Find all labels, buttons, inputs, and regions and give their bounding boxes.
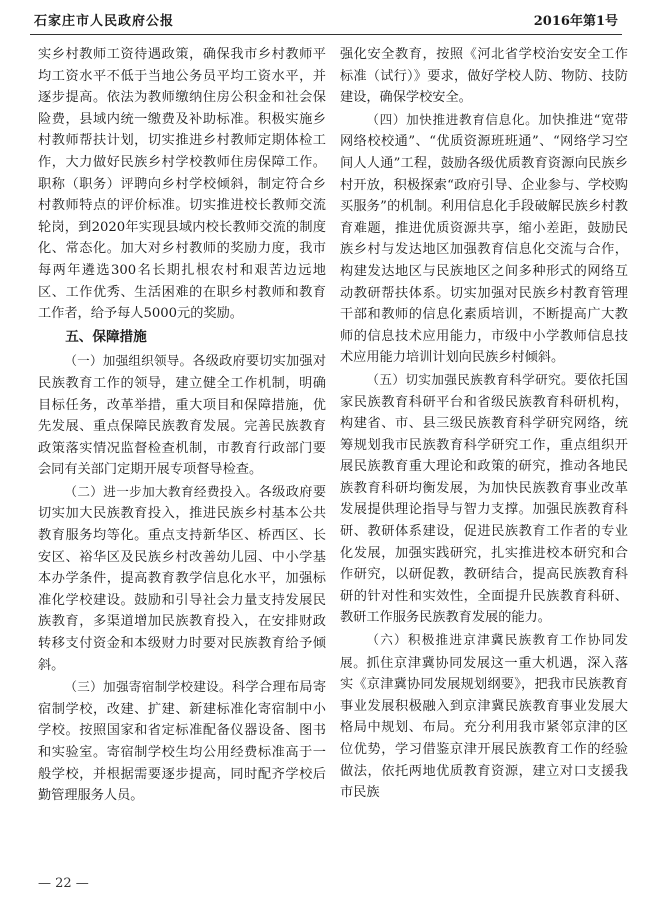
subsection-text: 要依托国家民族教育科研平台和省级民族教育科研机构，构建省、市、县三级民族教育科学研究网络，统筹规划我市民族教育科学研究工作，重点组织开展民族教育重大理论和政策的研究，推动各地民族教育科研均衡发展，为加快民族教育事业改革发展提供理论指导与智力支撑。加强民族教育科研、教研体系建设，促进民族教育工作者的专业化发展，加强实践研究，扎实推进校本研究和合作研究，以研促教，教研结合，提高民族教育科研的针对性和实效性，全面提升民族教育科研、教研工作服务民族教育发展的能力。 <box>340 372 629 626</box>
body-paragraph: 实乡村教师工资待遇政策，确保我市乡村教师平均工资水平不低于当地公务员平均工资水平，并逐步提高。依法为教师缴纳住房公积金和社会保险费，县域内统一缴费及补助标准。积极实施乡村教师帮扶计划，切实推进乡村教师定期体检工作，大力做好民族乡村学校教师住房保障工作。职称（职务）评聘向乡村学校倾斜，制定符合乡村教师特点的评价标准。切实推进校长教师交流轮岗，到2020年实现县域内校长教师交流的制度化、常态化。加大对乡村教师的奖励力度，我市每两年遴选300名长期扎根农村和艰苦边远地区、工作优秀、生活困难的在职乡村教师和教育工作者，给予每人5000元的奖励。 <box>38 47 326 322</box>
subsection-title: （五）切实加强民族教育科学研究。 <box>366 371 575 387</box>
publication-title: 石家庄市人民政府公报 <box>34 14 175 29</box>
subsection-title: （一）加强组织领导。 <box>64 353 193 369</box>
section-heading: 五、保障措施 <box>65 328 147 345</box>
subsection-text: 各级政府要切实加强对民族教育工作的领导，建立健全工作机制，明确目标任务，改革举措，重大项目和保障措施，优先发展、重点保障民族教育发展。完善民族教育政策落实情况监督检查机制，市教育行政部门要会同有关部门定期开展专项督导检查。 <box>38 354 327 478</box>
issue-number: 2016年第1号 <box>533 14 618 29</box>
subsection-title: （六）积极推进京津冀民族教育工作协同发展。 <box>340 632 628 670</box>
page-number: — 22 — <box>38 876 89 891</box>
body-paragraph <box>340 109 628 369</box>
body-paragraph <box>38 350 326 481</box>
subsection-text: 科学合理布局寄宿制学校，改建、扩建、新建标准化寄宿制中小学校。按照国家和省定标准配备仪器设备、图书和实验室。寄宿制学校生均公用经费标准高于一般学校，并根据需要逐步提高，同时配齐学校后勤管理服务人员。 <box>38 680 327 804</box>
subsection-text: 加快推进“宽带网络校校通”、“优质资源班班通”、“网络学习空间人人通”工程，鼓励各级优质教育资源向民族乡村开放，积极探索“政府引导、企业参与、学校购买服务”的机制。利用信息化手段破解民族乡村教育难题，推进优质资源共享，缩小差距，鼓励民族乡村与发达地区加强教育信息化交流与合作，构建发达地区与民族地区之间多种形式的网络互动教研帮扶体系。切实加强对民族乡村教育管理干部和教师的信息化素质培训，不断提高广大教师的信息技术应用能力，市级中小学教师信息技术应用能力培训计划向民族乡村倾斜。 <box>340 112 629 366</box>
subsection-title: （二）进一步加大教育经费投入。 <box>64 483 259 499</box>
body-paragraph: 强化安全教育，按照《河北省学校治安安全工作标准（试行）》要求，做好学校人防、物防、技防建设，确保学校安全。 <box>340 47 628 106</box>
body-paragraph <box>38 481 326 676</box>
body-paragraph <box>38 676 326 807</box>
subsection-title: （三）加强寄宿制学校建设。 <box>64 679 232 695</box>
left-column <box>38 44 326 807</box>
body-paragraph <box>340 369 628 629</box>
subsection-text: 抓住京津冀协同发展这一重大机遇，深入落实《京津冀协同发展规划纲要》，把我市民族教育事业发展积极融入到京津冀民族教育事业发展大格局中规划、布局。充分利用我市紧邻京津的区位优势，学习借鉴京津开展民族教育工作的经验做法，依托两地优质教育资源，建立对口支援我市民族 <box>340 655 629 801</box>
subsection-text: 各级政府要切实加大民族教育投入，推进民族乡村基本公共教育服务均等化。重点支持新华区、桥西区、长安区、裕华区及民族乡村改善幼儿园、中小学基本办学条件，提高教育教学信息化水平，加强标准化学校建设。鼓励和引导社会力量支持发展民族教育，多渠道增加民族教育投入，在安排财政转移支付资金和本级财力时要对民族教育给予倾斜。 <box>38 484 327 673</box>
subsection-title: （四）加快推进教育信息化。 <box>366 111 539 127</box>
page-header <box>30 10 622 35</box>
body-paragraph <box>340 629 628 804</box>
right-column <box>340 44 628 804</box>
